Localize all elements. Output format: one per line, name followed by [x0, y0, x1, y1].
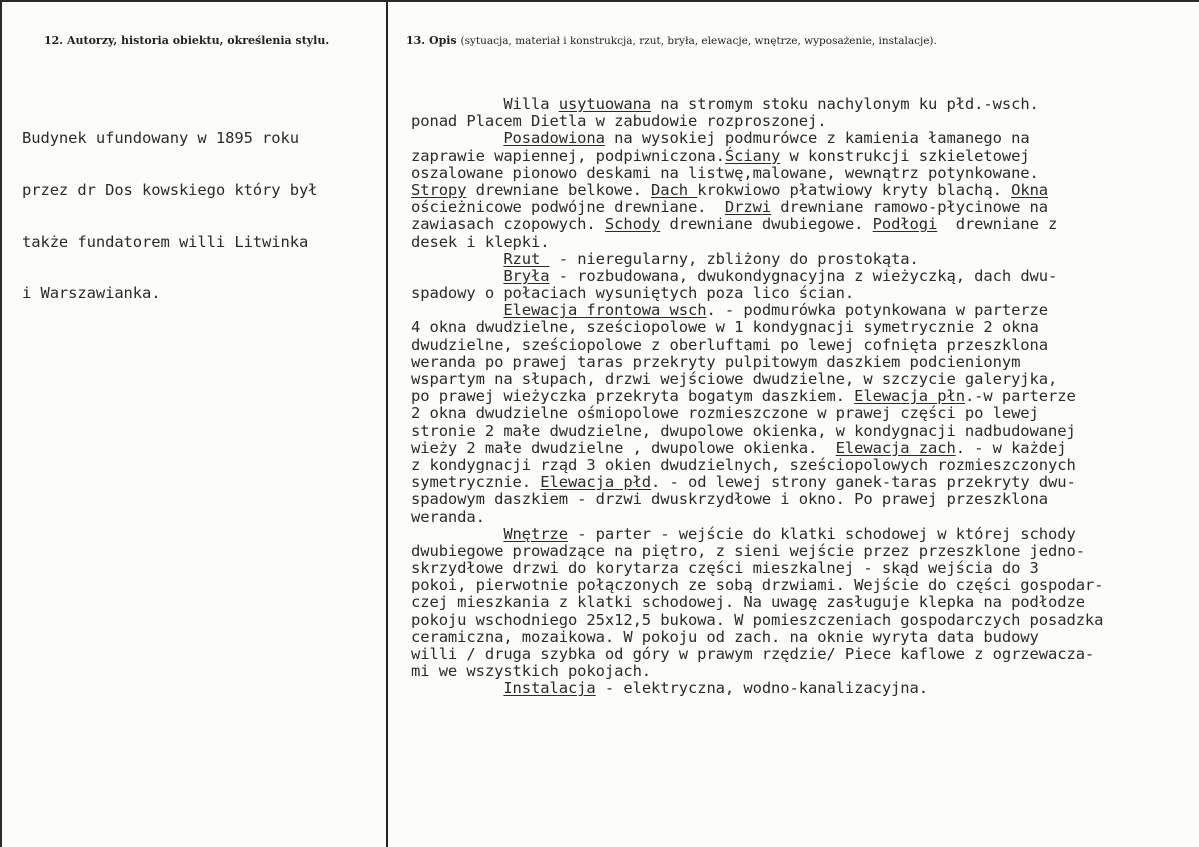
text-segment: stronie 2 małe dwudzielne, dwupolowe okienka, w kondygnacji nadbudowanej — [411, 421, 1076, 440]
description-line — [411, 371, 1103, 388]
description-line — [411, 319, 1103, 336]
underlined-keyword: Rzut — [503, 249, 550, 268]
text-segment: w konstrukcji szkieletowej — [780, 146, 1030, 165]
text-segment — [411, 525, 503, 543]
text-segment: oszalowane pionowo deskami na listwę,malowane, wewnątrz potynkowane. — [411, 163, 1039, 182]
text-segment: . - podmurówka potynkowana w parterze — [706, 301, 1049, 320]
description-line — [411, 285, 1103, 302]
description-line — [411, 130, 1103, 147]
underlined-keyword: Wnętrze — [503, 524, 568, 543]
description-line — [411, 182, 1103, 199]
description-line — [411, 560, 1103, 577]
description-line — [411, 526, 1103, 543]
text-segment: ponad Placem Dietla w zabudowie rozproszonej. — [411, 112, 827, 131]
text-segment: wspartym na słupach, drzwi wejściowe dwudzielne, w szczycie galeryjka, — [411, 370, 1058, 388]
underlined-keyword: Instalacja — [503, 679, 596, 698]
text-segment: - rozbudowana, dwukondygnacyjna z wieżyczką, dach dwu- — [549, 266, 1058, 285]
description-line — [411, 577, 1103, 594]
text-line: i Warszawianka. — [22, 284, 161, 303]
text-segment: z kondygnacji rząd 3 okien dwudzielnych, sześciopolowych rozmieszczonych — [411, 455, 1076, 474]
text-segment: 2 okna dwudzielne ośmiopolowe rozmieszczone w prawej części po lewej — [411, 404, 1039, 423]
description-line — [411, 354, 1103, 371]
text-segment — [411, 301, 503, 319]
section-12-header — [44, 34, 329, 47]
underlined-keyword: Bryła — [503, 266, 550, 285]
description-line — [411, 302, 1103, 319]
text-segment: weranda po prawej taras przekryty pulpitowym daszkiem podcienionym — [411, 352, 1021, 371]
text-segment: wieży 2 małe dwudzielne , dwupolowe okienka. — [411, 438, 836, 457]
description-line — [411, 165, 1103, 182]
description-line — [411, 268, 1103, 285]
section-12-number: 12. — [44, 34, 64, 47]
text-segment — [411, 129, 503, 147]
description-line — [411, 96, 1103, 113]
description-line — [411, 629, 1103, 646]
text-segment: . - od lewej strony ganek-taras przekryty dwu- — [651, 473, 1076, 492]
description-line — [411, 440, 1103, 457]
description-line — [411, 405, 1103, 422]
authors-history-text — [22, 96, 317, 337]
description-line — [411, 423, 1103, 440]
description-line — [411, 199, 1103, 216]
description-line — [411, 663, 1103, 680]
underlined-keyword: Elewacja płd — [540, 473, 652, 492]
underlined-keyword: Elewacja płn — [854, 387, 965, 406]
underlined-keyword: Okna — [1011, 180, 1049, 199]
description-line — [411, 113, 1103, 130]
text-segment: dwudzielne, sześciopolowe z oberluftami po lewej cofnięta przeszklona — [411, 335, 1048, 354]
section-13-title: Opis — [428, 34, 457, 47]
description-line — [411, 491, 1103, 508]
text-segment: symetrycznie. — [411, 473, 541, 492]
description-line — [411, 594, 1103, 611]
text-segment: zaprawie wapiennej, podpiwniczona. — [411, 146, 725, 165]
text-segment: 4 okna dwudzielne, sześciopolowe w 1 kondygnacji symetrycznie 2 okna — [411, 318, 1039, 337]
text-segment: weranda. — [411, 507, 485, 526]
description-line — [411, 543, 1103, 560]
text-segment: ceramiczna, mozaikowa. W pokoju od zach. na oknie wyryta data budowy — [411, 627, 1039, 646]
text-segment: na wysokiej podmurówce z kamienia łamanego na — [604, 129, 1030, 148]
text-segment: Willa — [411, 95, 559, 113]
description-line — [411, 612, 1103, 629]
text-segment: - parter - wejście do klatki schodowej w której schody — [567, 524, 1076, 543]
text-line: także fundatorem willi Litwinka — [22, 232, 309, 251]
description-line — [411, 234, 1103, 251]
section-13-subtitle: (sytuacja, materiał i konstrukcja, rzut, bryła, elewacje, wnętrze, wyposażenie, instalacje). — [460, 35, 937, 47]
underlined-keyword: Drzwi — [724, 198, 772, 217]
text-segment: mi we wszystkich pokojach. — [411, 662, 652, 681]
text-segment: spadowym daszkiem - drzwi dwuskrzydłowe i okno. Po prawej przeszklona — [411, 490, 1048, 509]
text-segment: .-w parterze — [964, 387, 1076, 406]
text-segment: ościeżnicowe podwójne drewniane. — [411, 198, 725, 217]
text-segment: skrzydłowe drzwi do korytarza części mieszkalnej - skąd wejścia do 3 — [411, 559, 1039, 578]
underlined-keyword: usytuowana — [558, 95, 652, 113]
description-line — [411, 646, 1103, 663]
description-line — [411, 251, 1103, 268]
text-segment: willi / druga szybka od góry w prawym rzędzie/ Piece kaflowe z ogrzewacza- — [411, 645, 1095, 663]
description-line — [411, 216, 1103, 233]
text-segment: dwubiegowe prowadzące na piętro, z sieni wejście przez przeszklone jedno- — [411, 541, 1085, 560]
underlined-keyword: Elewacja zach — [835, 438, 956, 457]
text-segment: drewniane belkowe. — [466, 180, 652, 199]
section-13-number: 13. — [406, 34, 426, 47]
text-segment: drewniane ramowo-płycinowe na — [771, 198, 1049, 217]
text-segment — [411, 250, 503, 268]
text-line: przez dr Dos kowskiego który był — [22, 181, 318, 199]
underlined-keyword: Stropy — [411, 180, 467, 199]
text-segment: zawiasach czopowych. — [411, 215, 605, 234]
description-line — [411, 388, 1103, 405]
text-segment: drewniane z — [937, 215, 1058, 234]
text-segment: - nieregularny, zbliżony do prostokąta. — [549, 249, 919, 268]
text-segment: czej mieszkania z klatki schodowej. Na uwagę zasługuje klepka na podłodze — [411, 593, 1085, 612]
description-line — [411, 680, 1103, 697]
description-line — [411, 148, 1103, 165]
underlined-keyword: Ściany — [724, 146, 781, 165]
section-12-title: Autorzy, historia obiektu, określenia stylu. — [66, 34, 330, 47]
text-segment: pokoi, pierwotnie połączonych ze sobą drzwiami. Wejście do części gospodar- — [411, 576, 1104, 595]
description-line — [411, 337, 1103, 354]
text-segment: spadowy o połaciach wysuniętych poza lico ścian. — [411, 284, 855, 303]
underlined-keyword: Podłogi — [872, 215, 938, 234]
description-line — [411, 509, 1103, 526]
underlined-keyword: Dach — [651, 180, 698, 199]
underlined-keyword: Schody — [604, 215, 661, 234]
text-line: Budynek ufundowany w 1895 roku — [22, 129, 299, 148]
text-segment: drewniane dwubiegowe. — [660, 215, 873, 234]
text-segment: . - w każdej — [955, 438, 1067, 457]
description-line — [411, 474, 1103, 491]
text-segment — [411, 679, 503, 697]
underlined-keyword: Posadowiona — [503, 129, 605, 148]
text-segment — [411, 267, 503, 285]
description-line — [411, 457, 1103, 474]
text-segment: na stromym stoku nachylonym ku płd.-wsch. — [651, 95, 1039, 113]
underlined-keyword: Elewacja frontowa wsch — [503, 301, 707, 320]
text-segment: pokoju wschodniego 25x12,5 bukowa. W pomieszczeniach gospodarczych posadzka — [411, 610, 1104, 629]
text-segment: krokwiowo płatwiowy kryty blachą. — [697, 180, 1012, 199]
text-segment: po prawej wieżyczka przekryta bogatym daszkiem. — [411, 387, 855, 406]
text-segment: desek i klepki. — [411, 232, 550, 251]
text-segment: - elektryczna, wodno-kanalizacyjna. — [595, 679, 929, 698]
section-13-header — [406, 34, 937, 47]
description-text — [411, 96, 1103, 698]
column-divider — [386, 2, 388, 847]
